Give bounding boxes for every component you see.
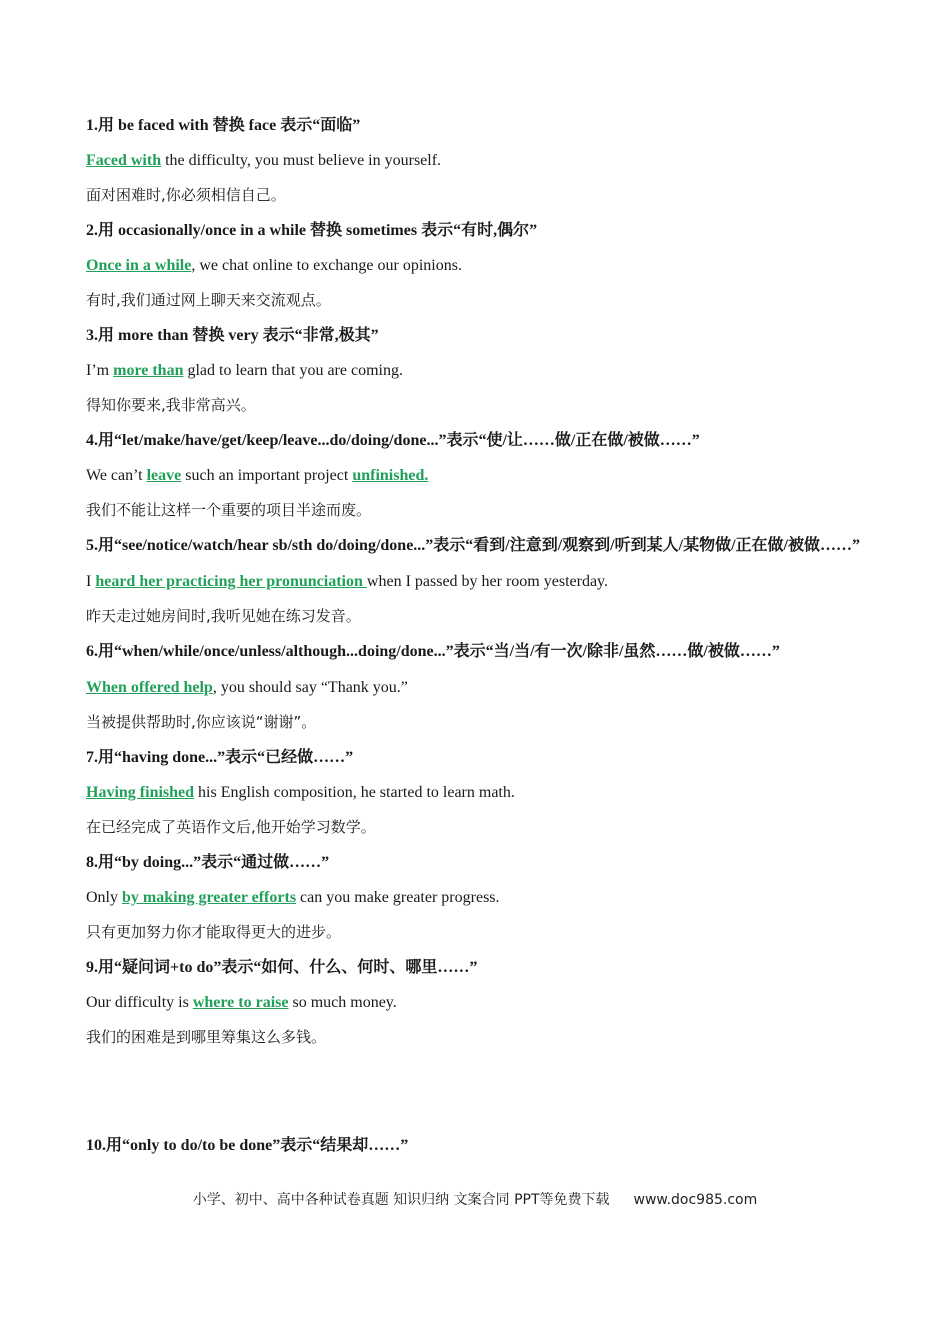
- highlighted-phrase: Having finished: [86, 784, 195, 801]
- highlighted-phrase: where to raise: [192, 994, 289, 1011]
- example-sentence-3: [86, 353, 876, 388]
- sentence-text: , we chat online to exchange our opinions.: [191, 257, 462, 274]
- translation-6: 当被提供帮助时,你应该说“谢谢”。: [86, 713, 317, 731]
- document-body: [86, 108, 876, 1055]
- example-sentence-8: [86, 880, 876, 915]
- example-sentence-4: [86, 458, 876, 493]
- sentence-text: glad to learn that you are coming.: [183, 362, 403, 379]
- item-heading-4: 4.用“let/make/have/get/keep/leave...do/doing/done...”表示“使/让……做/正在做/被做……”: [86, 432, 700, 449]
- translation-8: 只有更加努力你才能取得更大的进步。: [86, 923, 342, 941]
- item-heading-8: 8.用“by doing...”表示“通过做……”: [86, 854, 330, 871]
- item-heading-5: 5.用“see/notice/watch/hear sb/sth do/doing/done...”表示“看到/注意到/观察到/听到某人/某物做/正在做/被做……”: [86, 537, 860, 554]
- highlighted-phrase: Once in a while: [86, 257, 192, 274]
- example-sentence-1: [86, 143, 876, 178]
- highlighted-phrase: unfinished.: [352, 467, 429, 484]
- sentence-text: the difficulty, you must believe in yourself.: [161, 152, 442, 169]
- footer-text: 小学、初中、高中各种试卷真题 知识归纳 文案合同 PPT等免费下载: [192, 1192, 610, 1208]
- sentence-text: when I passed by her room yesterday.: [366, 573, 609, 590]
- example-sentence-2: [86, 248, 876, 283]
- example-sentence-6: [86, 670, 876, 705]
- sentence-text: his English composition, he started to learn math.: [194, 784, 515, 801]
- sentence-text: Our difficulty is: [86, 994, 193, 1011]
- highlighted-phrase: Faced with: [86, 152, 162, 169]
- item-heading-2: 2.用 occasionally/once in a while 替换 sometimes 表示“有时,偶尔”: [86, 222, 538, 239]
- example-sentence-7: [86, 775, 876, 810]
- highlighted-phrase: leave: [146, 467, 182, 484]
- highlighted-phrase: heard her practicing her pronunciation: [95, 573, 367, 590]
- translation-3: 得知你要来,我非常高兴。: [86, 396, 256, 414]
- item-heading-6: 6.用“when/while/once/unless/although...doing/done...”表示“当/当/有一次/除非/虽然……做/被做……”: [86, 643, 780, 660]
- sentence-text: such an important project: [181, 467, 353, 484]
- footer: [0, 1189, 950, 1209]
- item-heading-9: 9.用“疑问词+to do”表示“如何、什么、何时、哪里……”: [86, 959, 478, 976]
- translation-4: 我们不能让这样一个重要的项目半途而废。: [86, 501, 372, 519]
- translation-7: 在已经完成了英语作文后,他开始学习数学。: [86, 818, 376, 836]
- highlighted-phrase: When offered help: [86, 679, 213, 696]
- example-sentence-9: [86, 985, 876, 1020]
- translation-9: 我们的困难是到哪里筹集这么多钱。: [86, 1028, 327, 1046]
- translation-1: 面对困难时,你必须相信自己。: [86, 186, 286, 204]
- highlighted-phrase: by making greater efforts: [122, 889, 297, 906]
- sentence-text: I: [86, 573, 96, 590]
- sentence-text: Only: [86, 889, 122, 906]
- item-heading-1: 1.用 be faced with 替换 face 表示“面临”: [86, 117, 361, 134]
- example-sentence-5: [86, 564, 876, 599]
- highlighted-phrase: more than: [113, 362, 184, 379]
- sentence-text: , you should say “Thank you.”: [212, 679, 408, 696]
- sentence-text: can you make greater progress.: [296, 889, 500, 906]
- item-heading-10: 10.用“only to do/to be done”表示“结果却……”: [86, 1137, 409, 1154]
- translation-2: 有时,我们通过网上聊天来交流观点。: [86, 291, 331, 309]
- item-heading-3: 3.用 more than 替换 very 表示“非常,极其”: [86, 327, 379, 344]
- sentence-text: I’m: [86, 362, 114, 379]
- sentence-text: so much money.: [288, 994, 397, 1011]
- translation-5: 昨天走过她房间时,我听见她在练习发音。: [86, 607, 361, 625]
- item-heading-7: 7.用“having done...”表示“已经做……”: [86, 749, 354, 766]
- footer-url: www.doc985.com: [633, 1192, 758, 1208]
- sentence-text: We can’t: [86, 467, 147, 484]
